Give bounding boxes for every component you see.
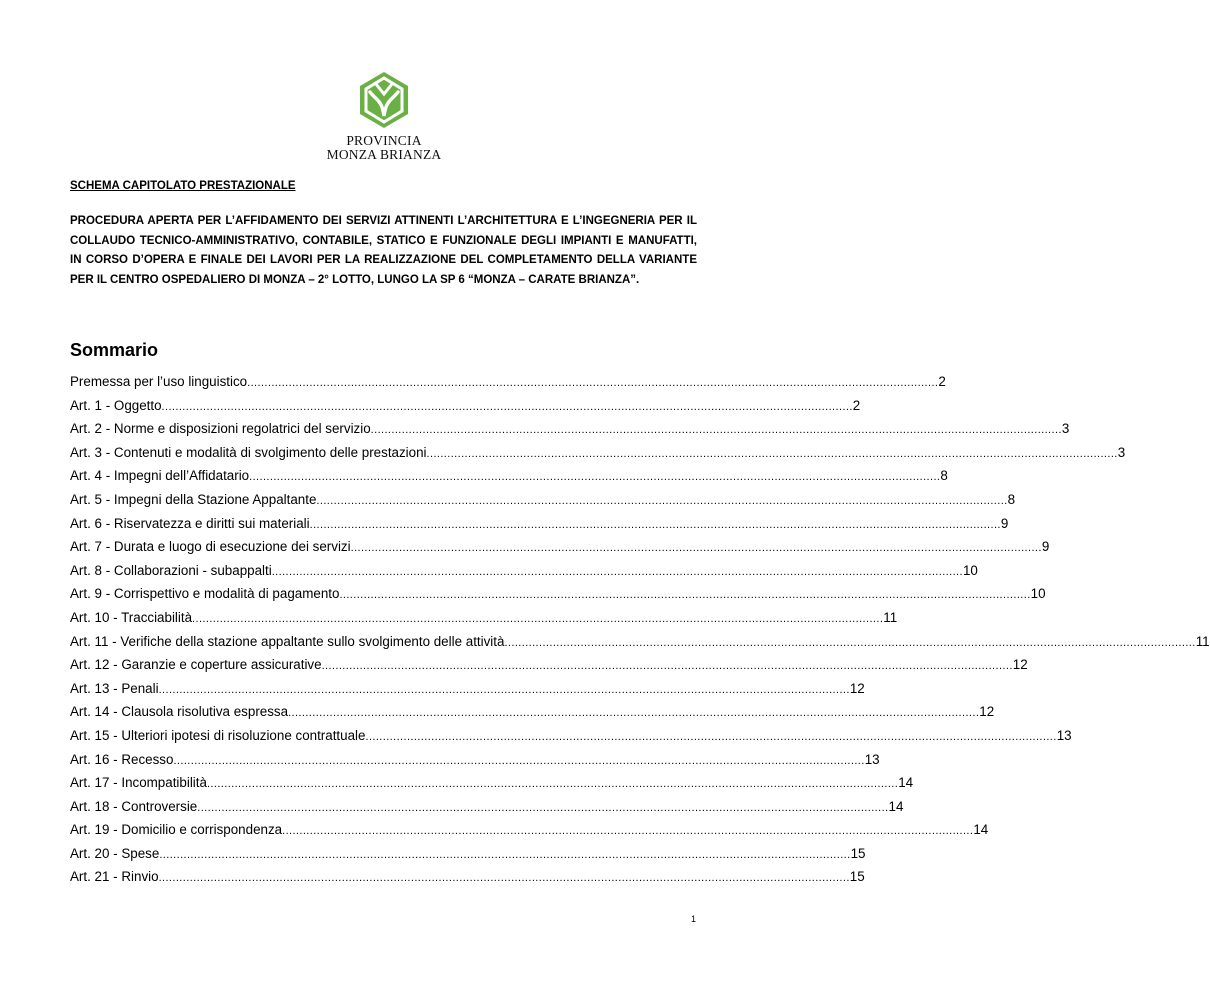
toc-entry-leader: ........................................................................................................................................................................................................ <box>504 636 1196 649</box>
toc-entry-label: Art. 9 - Corrispettivo e modalità di pagamento <box>70 586 340 602</box>
toc-entry-label: Art. 14 - Clausola risolutiva espressa <box>70 704 289 720</box>
toc-entry-page: 3 <box>1117 444 1126 460</box>
toc-entry-page: 2 <box>938 374 946 389</box>
toc-entry[interactable] <box>70 657 1028 681</box>
toc-entry-leader: ........................................................................................................................................................................................................ <box>249 471 941 484</box>
toc-entry[interactable] <box>70 374 946 398</box>
toc-entry-label: Art. 7 - Durata e luogo di esecuzione dei servizi <box>70 539 351 555</box>
toc-entry-page: 10 <box>1030 586 1046 602</box>
toc-entry-label: Art. 6 - Riservatezza e diritti sui materiali <box>70 515 310 531</box>
toc-entry-label: Art. 2 - Norme e disposizioni regolatrici del servizio <box>70 421 371 437</box>
toc-entry-leader: ........................................................................................................................................................................................................ <box>197 801 889 814</box>
toc-entry-leader: ........................................................................................................................................................................................................ <box>158 683 850 696</box>
toc-entry[interactable] <box>70 680 865 705</box>
toc-entry-label: Art. 16 - Recesso <box>70 751 174 767</box>
toc-entry[interactable] <box>70 727 1072 752</box>
toc-entry-label: Art. 3 - Contenuti e modalità di svolgimento delle prestazioni <box>70 444 427 460</box>
toc-entry-label: Art. 15 - Ulteriori ipotesi di risoluzione contrattuale <box>70 727 366 743</box>
toc-entry-page: 12 <box>1012 657 1028 673</box>
toc-entry-label: Art. 21 - Rinvio <box>70 869 159 885</box>
toc-entry-label: Art. 18 - Controversie <box>70 798 198 814</box>
toc-entry-page: 15 <box>850 845 866 861</box>
toc-entry-leader: ........................................................................................................................................................................................................ <box>321 660 1013 673</box>
toc-entry-page: 12 <box>849 680 865 696</box>
toc-entry-label: Art. 17 - Incompatibilità <box>70 775 207 791</box>
toc-entry-page: 9 <box>1000 515 1009 531</box>
toc-entry[interactable] <box>70 845 866 870</box>
toc-entry-leader: ........................................................................................................................................................................................................ <box>316 494 1008 507</box>
logo-line-2: MONZA BRIANZA <box>326 147 442 162</box>
toc-entry-label: Art. 12 - Garanzie e coperture assicurative <box>70 657 322 673</box>
toc-entry[interactable] <box>70 562 978 587</box>
procedure-description: PROCEDURA APERTA PER L’AFFIDAMENTO DEI SERVIZI ATTINENTI L’ARCHITETTURA E L’INGEGNERIA PER IL COLLAUDO TECNICO-AMMINISTRATIVO, CONTABILE, STATICO E FUNZIONALE DEGLI IMPIANTI E MANUFATTI, IN CORSO D’OPERA E FINALE DEI LAVORI PER LA REALIZZAZIONE DEL COMPLETAMENTO DELLA VARIANTE PER IL CENTRO OSPEDALIERO DI MONZA – 2° LOTTO, LUNGO LA SP 6 “MONZA – CARATE BRIANZA”. <box>70 215 697 286</box>
toc-entry-leader: ........................................................................................................................................................................................................ <box>288 707 980 720</box>
toc-entry-leader: ........................................................................................................................................................................................................ <box>339 589 1031 602</box>
toc-entry-leader: ........................................................................................................................................................................................................ <box>206 778 899 791</box>
toc-entry[interactable] <box>70 822 989 846</box>
document-heading: SCHEMA CAPITOLATO PRESTAZIONALE <box>70 180 296 192</box>
toc-entry-page: 14 <box>973 822 989 838</box>
toc-entry-label: Art. 19 - Domicilio e corrispondenza <box>70 822 283 838</box>
toc-entry-page: 9 <box>1041 539 1050 555</box>
toc-entry-label: Art. 10 - Tracciabilità <box>70 609 193 625</box>
provincia-emblem-icon <box>356 70 412 130</box>
toc-entry-page: 10 <box>962 562 978 578</box>
toc-entry[interactable] <box>70 609 898 634</box>
logo-line-1: PROVINCIA <box>346 133 422 148</box>
toc-entry-page: 8 <box>1007 491 1016 507</box>
toc-entry[interactable] <box>70 633 1210 658</box>
toc-entry-leader: ........................................................................................................................................................................................................ <box>247 377 939 389</box>
toc-entry-leader: ........................................................................................................................................................................................................ <box>161 400 853 413</box>
table-of-contents <box>70 374 1210 893</box>
toc-entry-leader: ........................................................................................................................................................................................................ <box>271 565 963 578</box>
toc-entry[interactable] <box>70 397 861 422</box>
toc-entry-page: 8 <box>940 468 948 484</box>
toc-entry-page: 11 <box>1195 633 1210 649</box>
toc-entry[interactable] <box>70 539 1050 563</box>
logo-text <box>322 134 446 162</box>
toc-entry-label: Art. 4 - Impegni dell’Affidatario <box>70 468 250 484</box>
toc-entry-page: 11 <box>883 609 898 625</box>
toc-entry-label: Art. 11 - Verifiche della stazione appaltante sullo svolgimento delle attività <box>70 633 505 649</box>
toc-entry[interactable] <box>70 586 1046 610</box>
toc-title: Sommario <box>70 340 159 360</box>
logo <box>322 70 446 162</box>
toc-entry-leader: ........................................................................................................................................................................................................ <box>309 518 1001 531</box>
toc-entry-label: Art. 5 - Impegni della Stazione Appaltante <box>70 491 317 507</box>
toc-entry-page: 15 <box>849 869 865 885</box>
toc-entry[interactable] <box>70 515 1009 540</box>
toc-entry-leader: ........................................................................................................................................................................................................ <box>282 825 974 838</box>
toc-entry[interactable] <box>70 775 914 799</box>
toc-entry-leader: ........................................................................................................................................................................................................ <box>159 848 851 861</box>
toc-entry-label: Art. 8 - Collaborazioni - subappalti <box>70 562 272 578</box>
toc-entry-page: 13 <box>864 751 880 767</box>
toc-entry[interactable] <box>70 704 995 728</box>
toc-entry-leader: ........................................................................................................................................................................................................ <box>426 447 1118 460</box>
toc-entry[interactable] <box>70 491 1016 516</box>
toc-entry-leader: ........................................................................................................................................................................................................ <box>370 424 1062 437</box>
toc-entry-page: 12 <box>979 704 995 720</box>
toc-entry-leader: ........................................................................................................................................................................................................ <box>158 872 850 885</box>
toc-entry[interactable] <box>70 421 1070 445</box>
page-number: 1 <box>690 914 696 924</box>
toc-entry[interactable] <box>70 798 904 823</box>
toc-entry[interactable] <box>70 751 880 776</box>
toc-entry-label: Art. 1 - Oggetto <box>70 397 162 413</box>
toc-entry-page: 2 <box>852 397 861 413</box>
toc-entry-leader: ........................................................................................................................................................................................................ <box>173 754 865 767</box>
toc-entry-page: 13 <box>1056 727 1072 743</box>
toc-entry[interactable] <box>70 468 948 492</box>
toc-entry-page: 3 <box>1061 421 1070 437</box>
toc-entry-label: Art. 13 - Penali <box>70 680 159 696</box>
toc-entry[interactable] <box>70 444 1126 469</box>
toc-entry-leader: ........................................................................................................................................................................................................ <box>365 730 1057 743</box>
toc-entry-leader: ........................................................................................................................................................................................................ <box>192 612 884 625</box>
toc-entry-page: 14 <box>898 775 914 791</box>
toc-entry[interactable] <box>70 869 865 893</box>
toc-entry-label: Art. 20 - Spese <box>70 845 160 861</box>
toc-entry-label: Premessa per l’uso linguistico <box>70 374 248 389</box>
toc-entry-leader: ........................................................................................................................................................................................................ <box>350 542 1042 555</box>
toc-entry-page: 14 <box>888 798 904 814</box>
